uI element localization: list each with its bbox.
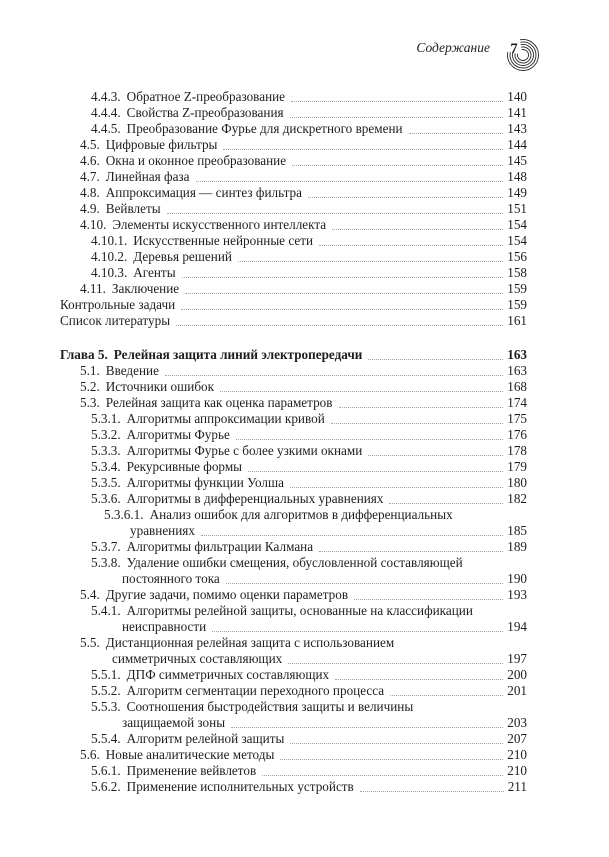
entry-title: Свойства Z-преобразования xyxy=(126,105,284,120)
toc-entry-line xyxy=(60,347,527,363)
entry-number: 4.6. xyxy=(80,153,100,168)
entry-page: 159 xyxy=(507,281,527,296)
entry-page: 178 xyxy=(507,443,527,458)
toc-entry-line xyxy=(60,683,527,699)
entry-title: Преобразование Фурье для дискретного времени xyxy=(126,121,403,136)
entry-title: защищаемой зоны xyxy=(122,715,226,730)
entry-title: Соотношения быстродействия защиты и величины xyxy=(126,699,414,714)
entry-page: 193 xyxy=(507,587,527,602)
dot-leader xyxy=(354,599,503,600)
dot-leader xyxy=(196,181,504,182)
toc-entry-line xyxy=(60,105,527,121)
entry-page: 148 xyxy=(507,169,527,184)
page-header xyxy=(0,0,609,86)
toc-block-chapter-5 xyxy=(60,347,527,795)
entry-number: 5.5.3. xyxy=(91,699,121,714)
entry-page: 190 xyxy=(507,571,527,586)
toc-entry-line xyxy=(60,619,527,635)
dot-leader xyxy=(226,583,503,584)
toc-entry-line xyxy=(60,699,527,715)
dot-leader xyxy=(288,663,503,664)
dot-leader xyxy=(280,759,503,760)
entry-number: 5.3.6. xyxy=(91,491,121,506)
entry-page: 210 xyxy=(507,747,527,762)
entry-page: 182 xyxy=(507,491,527,506)
toc-entry-line xyxy=(60,121,527,137)
entry-number: 5.3.2. xyxy=(91,427,121,442)
entry-number: 5.6.2. xyxy=(91,779,121,794)
entry-title: Цифровые фильтры xyxy=(105,137,218,152)
entry-title: Анализ ошибок для алгоритмов в дифференциальных xyxy=(149,507,453,522)
toc-entry-line xyxy=(60,475,527,491)
entry-title: Контрольные задачи xyxy=(60,297,176,312)
entry-number: 5.3.8. xyxy=(91,555,121,570)
toc-entry-line xyxy=(60,281,527,297)
entry-title: Элементы искусственного интеллекта xyxy=(112,217,327,232)
entry-title: Дистанционная релейная защита с использованием xyxy=(105,635,395,650)
toc-entry-line xyxy=(60,185,527,201)
entry-title: ДПФ симметричных составляющих xyxy=(126,667,330,682)
table-of-contents xyxy=(60,89,527,795)
dot-leader xyxy=(201,535,503,536)
entry-number: 5.2. xyxy=(80,379,100,394)
entry-page: 143 xyxy=(507,121,527,136)
entry-page: 145 xyxy=(507,153,527,168)
entry-number: 5.5.2. xyxy=(91,683,121,698)
toc-entry-line xyxy=(60,603,527,619)
entry-page: 175 xyxy=(507,411,527,426)
toc-entry-line xyxy=(60,523,527,539)
toc-entry-line xyxy=(60,379,527,395)
entry-page: 168 xyxy=(507,379,527,394)
dot-leader xyxy=(290,117,504,118)
entry-page: 158 xyxy=(507,265,527,280)
dot-leader xyxy=(291,101,503,102)
entry-title: симметричных составляющих xyxy=(112,651,283,666)
entry-number: 4.11. xyxy=(80,281,106,296)
entry-title: Релейная защита как оценка параметров xyxy=(105,395,333,410)
dot-leader xyxy=(167,213,504,214)
entry-number: 4.8. xyxy=(80,185,100,200)
dot-leader xyxy=(332,229,503,230)
entry-page: 200 xyxy=(507,667,527,682)
entry-title: Вейвлеты xyxy=(105,201,161,216)
entry-title: Искусственные нейронные сети xyxy=(133,233,314,248)
dot-leader xyxy=(335,679,503,680)
dot-leader xyxy=(185,293,503,294)
dot-leader xyxy=(182,277,504,278)
entry-title: Алгоритмы функции Уолша xyxy=(126,475,284,490)
entry-number: 5.3.3. xyxy=(91,443,121,458)
entry-page: 156 xyxy=(507,249,527,264)
entry-title: Другие задачи, помимо оценки параметров xyxy=(105,587,349,602)
entry-page: 201 xyxy=(507,683,527,698)
toc-entry-line xyxy=(60,587,527,603)
toc-entry-line xyxy=(60,491,527,507)
entry-title: Новые аналитические методы xyxy=(105,747,275,762)
entry-page: 210 xyxy=(507,763,527,778)
entry-number: 5.3.6.1. xyxy=(104,507,144,522)
entry-title: Алгоритмы релейной защиты, основанные на классификации xyxy=(126,603,473,618)
toc-entry-line xyxy=(60,217,527,233)
dot-leader xyxy=(165,375,503,376)
dot-leader xyxy=(368,359,503,360)
entry-number: 4.10. xyxy=(80,217,107,232)
entry-title: Алгоритмы в дифференциальных уравнениях xyxy=(126,491,384,506)
dot-leader xyxy=(319,551,503,552)
dot-leader xyxy=(223,149,503,150)
entry-title: Алгоритмы фильтрации Калмана xyxy=(126,539,314,554)
toc-entry-line xyxy=(60,651,527,667)
dot-leader xyxy=(360,791,504,792)
entry-page: 207 xyxy=(507,731,527,746)
toc-entry-line xyxy=(60,233,527,249)
entry-page: 154 xyxy=(507,217,527,232)
toc-entry-line xyxy=(60,763,527,779)
entry-title: Введение xyxy=(105,363,159,378)
dot-leader xyxy=(390,695,503,696)
toc-entry-line xyxy=(60,459,527,475)
page-number: 7 xyxy=(510,41,518,57)
dot-leader xyxy=(248,471,503,472)
toc-entry-line xyxy=(60,779,527,795)
entry-page: 194 xyxy=(507,619,527,634)
entry-title: Аппроксимация — синтез фильтра xyxy=(105,185,302,200)
entry-number: 5.6.1. xyxy=(91,763,121,778)
entry-number: 5.4.1. xyxy=(91,603,121,618)
toc-entry-line xyxy=(60,747,527,763)
entry-page: 144 xyxy=(507,137,527,152)
entry-title: Список литературы xyxy=(60,313,171,328)
toc-entry-line xyxy=(60,137,527,153)
entry-page: 197 xyxy=(507,651,527,666)
entry-title: Источники ошибок xyxy=(105,379,215,394)
dot-leader xyxy=(389,503,503,504)
entry-title: Применение вейвлетов xyxy=(126,763,257,778)
entry-page: 180 xyxy=(507,475,527,490)
toc-entry-line xyxy=(60,395,527,411)
dot-leader xyxy=(409,133,504,134)
dot-leader xyxy=(339,407,504,408)
entry-title: Алгоритмы Фурье с более узкими окнами xyxy=(126,443,363,458)
toc-entry-line xyxy=(60,507,527,523)
entry-number: 5.6. xyxy=(80,747,100,762)
entry-page: 141 xyxy=(507,105,527,120)
entry-title: Линейная фаза xyxy=(105,169,190,184)
dot-leader xyxy=(236,439,503,440)
entry-number: 5.3.5. xyxy=(91,475,121,490)
entry-title: Агенты xyxy=(133,265,176,280)
entry-number: 4.4.5. xyxy=(91,121,121,136)
entry-number: 5.3. xyxy=(80,395,100,410)
entry-number: 4.7. xyxy=(80,169,100,184)
toc-block-chapter-4-end xyxy=(60,89,527,329)
entry-number: 5.4. xyxy=(80,587,100,602)
dot-leader xyxy=(368,455,503,456)
entry-number: 4.4.3. xyxy=(91,89,121,104)
entry-number: 4.4.4. xyxy=(91,105,121,120)
entry-number: 5.1. xyxy=(80,363,100,378)
toc-entry-line xyxy=(60,555,527,571)
entry-page: 140 xyxy=(507,89,527,104)
dot-leader xyxy=(176,325,503,326)
dot-leader xyxy=(331,423,503,424)
toc-entry-line xyxy=(60,731,527,747)
entry-title: неисправности xyxy=(122,619,207,634)
entry-title: Рекурсивные формы xyxy=(126,459,243,474)
entry-page: 149 xyxy=(507,185,527,200)
dot-leader xyxy=(319,245,503,246)
page-number-ornament xyxy=(501,38,541,74)
entry-page: 161 xyxy=(507,313,527,328)
entry-number: 4.10.2. xyxy=(91,249,128,264)
entry-number: 5.3.4. xyxy=(91,459,121,474)
toc-entry-line xyxy=(60,443,527,459)
entry-title: Релейная защита линий электропередачи xyxy=(113,347,363,362)
toc-entry-line xyxy=(60,201,527,217)
entry-number: 5.5. xyxy=(80,635,100,650)
entry-page: 211 xyxy=(507,779,527,794)
toc-entry-line xyxy=(60,539,527,555)
entry-title: Удаление ошибки смещения, обусловленной составляющей xyxy=(126,555,463,570)
entry-title: Алгоритмы аппроксимации кривой xyxy=(126,411,325,426)
toc-entry-line xyxy=(60,363,527,379)
entry-page: 151 xyxy=(507,201,527,216)
entry-page: 159 xyxy=(507,297,527,312)
toc-entry-line xyxy=(60,715,527,731)
entry-number: 5.3.7. xyxy=(91,539,121,554)
entry-number: 5.3.1. xyxy=(91,411,121,426)
entry-title: Применение исполнительных устройств xyxy=(126,779,354,794)
entry-number: Глава 5. xyxy=(60,347,108,362)
entry-title: Окна и оконное преобразование xyxy=(105,153,287,168)
toc-entry-line xyxy=(60,313,527,329)
entry-title: Заключение xyxy=(111,281,180,296)
running-title: Содержание xyxy=(416,40,490,55)
toc-entry-line xyxy=(60,571,527,587)
dot-leader xyxy=(308,197,503,198)
entry-page: 176 xyxy=(507,427,527,442)
entry-page: 174 xyxy=(507,395,527,410)
entry-title: Деревья решений xyxy=(133,249,232,264)
entry-number: 5.5.1. xyxy=(91,667,121,682)
entry-title: Алгоритм сегментации переходного процесса xyxy=(126,683,385,698)
toc-entry-line xyxy=(60,265,527,281)
entry-page: 189 xyxy=(507,539,527,554)
entry-number: 4.5. xyxy=(80,137,100,152)
toc-entry-line xyxy=(60,89,527,105)
toc-entry-line xyxy=(60,297,527,313)
dot-leader xyxy=(212,631,503,632)
entry-title: Алгоритмы Фурье xyxy=(126,427,230,442)
entry-page: 179 xyxy=(507,459,527,474)
entry-page: 163 xyxy=(507,363,527,378)
entry-page: 185 xyxy=(507,523,527,538)
entry-number: 4.10.1. xyxy=(91,233,128,248)
entry-title: Алгоритм релейной защиты xyxy=(126,731,285,746)
toc-entry-line xyxy=(60,153,527,169)
dot-leader xyxy=(290,743,503,744)
toc-entry-line xyxy=(60,635,527,651)
dot-leader xyxy=(231,727,503,728)
toc-entry-line xyxy=(60,249,527,265)
toc-entry-line xyxy=(60,411,527,427)
entry-title: Обратное Z-преобразование xyxy=(126,89,286,104)
dot-leader xyxy=(181,309,503,310)
entry-page: 203 xyxy=(507,715,527,730)
toc-entry-line xyxy=(60,667,527,683)
entry-number: 4.10.3. xyxy=(91,265,128,280)
dot-leader xyxy=(238,261,503,262)
entry-title: постоянного тока xyxy=(122,571,220,586)
entry-page: 154 xyxy=(507,233,527,248)
entry-page: 163 xyxy=(507,347,527,362)
toc-entry-line xyxy=(60,427,527,443)
entry-number: 5.5.4. xyxy=(91,731,121,746)
entry-number: 4.9. xyxy=(80,201,100,216)
dot-leader xyxy=(290,487,503,488)
dot-leader xyxy=(220,391,503,392)
dot-leader xyxy=(262,775,503,776)
toc-entry-line xyxy=(60,169,527,185)
dot-leader xyxy=(292,165,503,166)
entry-title: уравнениях xyxy=(130,523,195,538)
